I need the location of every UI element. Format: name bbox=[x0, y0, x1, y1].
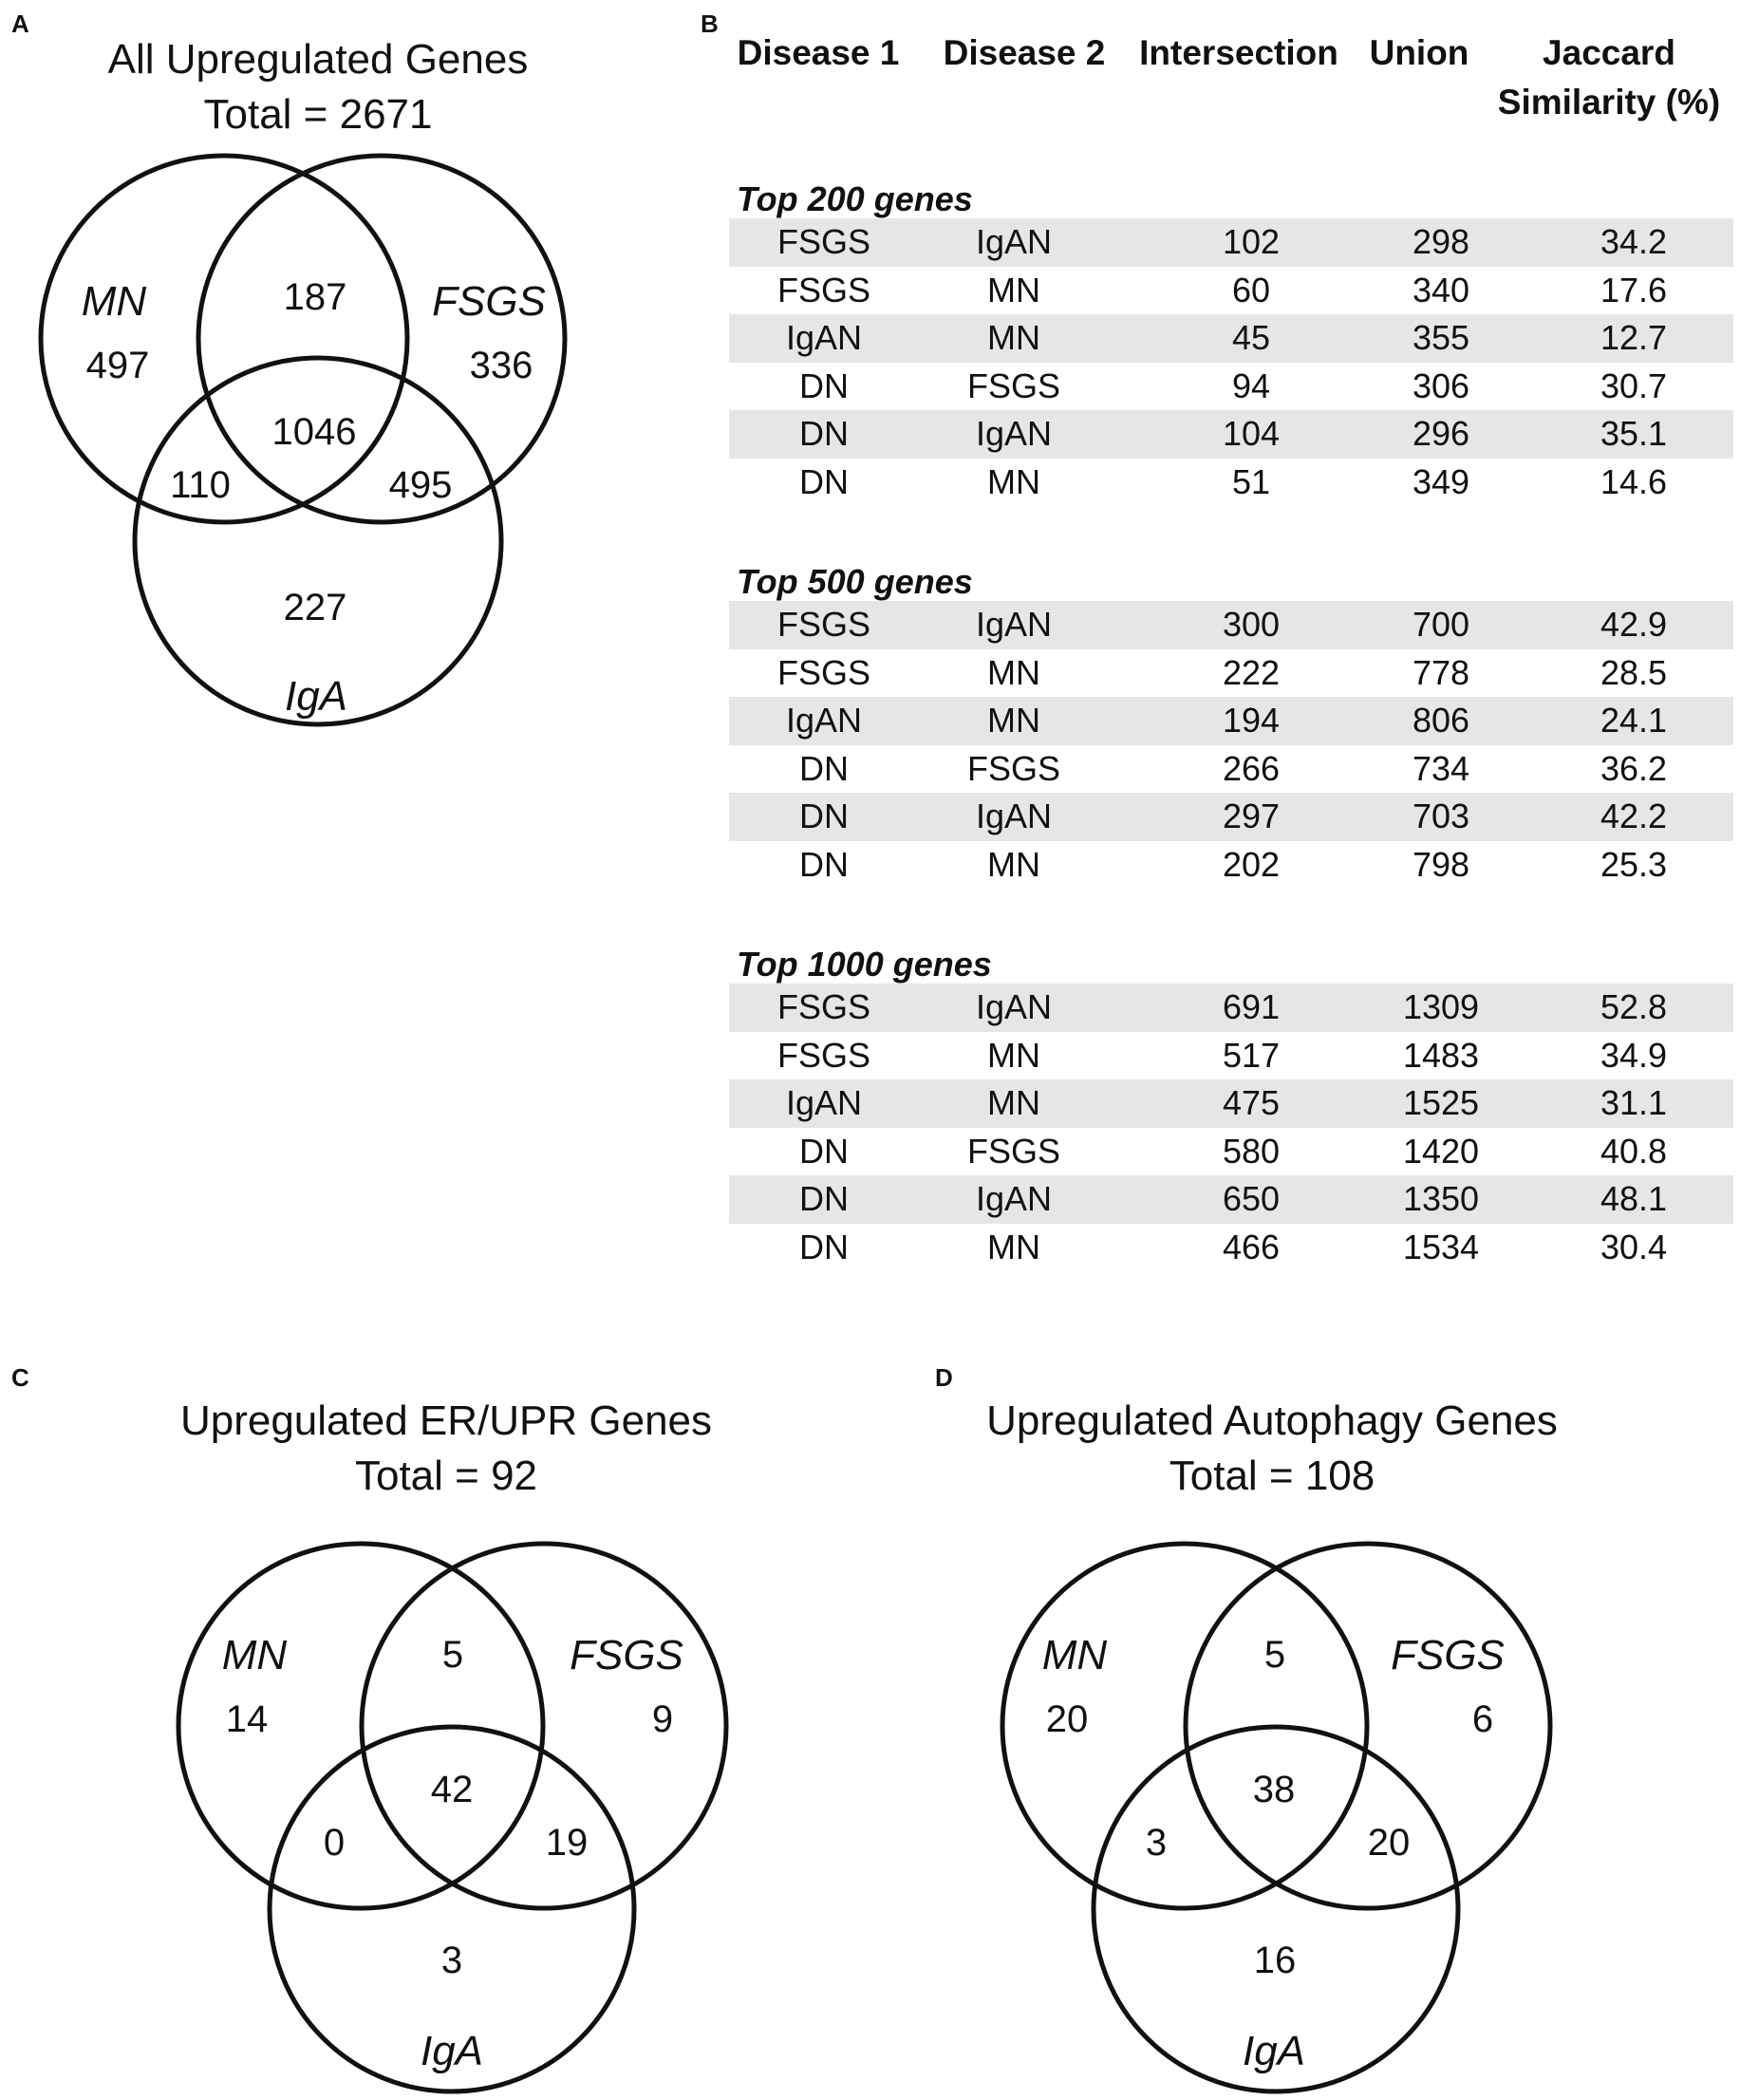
cell-intersection: 51 bbox=[1231, 461, 1271, 501]
cell-intersection: 266 bbox=[1222, 748, 1281, 788]
table-row bbox=[729, 793, 1733, 841]
cell-disease1: DN bbox=[799, 1227, 849, 1266]
cell-intersection: 650 bbox=[1222, 1179, 1281, 1218]
table-row bbox=[729, 218, 1733, 267]
cell-disease1: DN bbox=[799, 748, 849, 788]
venn-a-count-fsgs-only: 336 bbox=[469, 345, 533, 386]
cell-disease1: FSGS bbox=[776, 1035, 870, 1075]
venn-c-count-mn-iga: 0 bbox=[323, 1822, 346, 1864]
cell-disease1: DN bbox=[799, 366, 849, 405]
header-jaccard-line1: Jaccard bbox=[1543, 33, 1675, 72]
cell-disease2: FSGS bbox=[966, 1131, 1060, 1171]
cell-jaccard: 42.9 bbox=[1600, 605, 1668, 644]
venn-d-count-fsgs-only: 6 bbox=[1471, 1698, 1494, 1740]
table-row bbox=[729, 1032, 1733, 1080]
section-title: Top 500 genes bbox=[737, 562, 973, 601]
venn-c-title-line2: Total = 92 bbox=[354, 1453, 538, 1499]
cell-union: 703 bbox=[1412, 797, 1470, 835]
cell-jaccard: 30.4 bbox=[1600, 1227, 1668, 1266]
panel-d-letter: D bbox=[935, 1363, 953, 1392]
cell-union: 734 bbox=[1412, 748, 1470, 788]
cell-disease2: MN bbox=[987, 270, 1040, 309]
cell-intersection: 297 bbox=[1222, 797, 1281, 835]
table-row bbox=[729, 649, 1733, 698]
venn-d-count-mn-fsgs: 5 bbox=[1263, 1634, 1286, 1676]
table-row bbox=[729, 267, 1733, 315]
cell-disease1: FSGS bbox=[776, 222, 870, 261]
table-row bbox=[729, 601, 1733, 649]
venn-d-label-fsgs: FSGS bbox=[1391, 1632, 1505, 1678]
cell-intersection: 300 bbox=[1222, 605, 1281, 644]
cell-jaccard: 24.1 bbox=[1600, 701, 1668, 740]
cell-disease1: IgAN bbox=[785, 318, 863, 357]
cell-disease2: MN bbox=[987, 1227, 1040, 1266]
cell-disease2: IgAN bbox=[975, 414, 1053, 453]
cell-disease2: MN bbox=[987, 318, 1040, 357]
cell-disease1: DN bbox=[799, 1179, 849, 1218]
venn-d-title-line1: Upregulated Autophagy Genes bbox=[986, 1397, 1558, 1444]
cell-intersection: 580 bbox=[1222, 1131, 1281, 1171]
cell-union: 1350 bbox=[1402, 1179, 1480, 1218]
cell-disease2: IgAN bbox=[975, 605, 1053, 644]
cell-union: 806 bbox=[1412, 701, 1470, 740]
cell-disease2: MN bbox=[987, 844, 1040, 884]
cell-union: 1483 bbox=[1402, 1035, 1480, 1075]
venn-c-label-iga: IgA bbox=[420, 2028, 484, 2074]
cell-intersection: 202 bbox=[1222, 844, 1281, 884]
venn-c-text bbox=[222, 1632, 683, 2074]
header-disease2: Disease 2 bbox=[943, 33, 1106, 72]
venn-c-count-all: 42 bbox=[430, 1769, 474, 1810]
cell-disease2: MN bbox=[987, 652, 1040, 692]
venn-d-label-mn: MN bbox=[1041, 1632, 1108, 1678]
cell-jaccard: 48.1 bbox=[1600, 1179, 1668, 1218]
table-row bbox=[729, 984, 1733, 1032]
venn-a-count-mn-only: 497 bbox=[85, 345, 150, 386]
venn-c-count-fsgs-only: 9 bbox=[651, 1698, 674, 1740]
cell-intersection: 222 bbox=[1222, 652, 1281, 692]
cell-jaccard: 31.1 bbox=[1600, 1083, 1668, 1122]
venn-a-count-mn-fsgs: 187 bbox=[283, 276, 347, 318]
cell-disease2: MN bbox=[987, 1083, 1040, 1122]
cell-disease2: MN bbox=[987, 461, 1040, 501]
cell-disease2: FSGS bbox=[966, 366, 1060, 405]
panel-a-letter: A bbox=[11, 9, 29, 38]
header-jaccard-line2: Similarity (%) bbox=[1497, 83, 1721, 122]
cell-jaccard: 30.7 bbox=[1600, 366, 1668, 405]
header-jaccard bbox=[1481, 28, 1737, 127]
venn-c-title-line1: Upregulated ER/UPR Genes bbox=[179, 1397, 713, 1444]
venn-c bbox=[178, 1544, 726, 2091]
cell-jaccard: 40.8 bbox=[1600, 1131, 1668, 1171]
cell-disease2: IgAN bbox=[975, 987, 1053, 1026]
cell-jaccard: 14.6 bbox=[1600, 461, 1668, 501]
venn-a-title-line1: All Upregulated Genes bbox=[107, 36, 529, 83]
cell-disease1: DN bbox=[799, 461, 849, 501]
cell-jaccard: 25.3 bbox=[1600, 844, 1668, 884]
cell-jaccard: 12.7 bbox=[1600, 318, 1668, 357]
cell-intersection: 194 bbox=[1222, 701, 1281, 740]
table-section-top500 bbox=[729, 563, 1733, 889]
cell-union: 355 bbox=[1412, 318, 1470, 357]
cell-union: 798 bbox=[1412, 844, 1470, 884]
venn-d-count-all: 38 bbox=[1252, 1769, 1296, 1810]
section-title: Top 200 genes bbox=[737, 179, 973, 218]
cell-disease1: FSGS bbox=[776, 270, 870, 309]
cell-disease2: IgAN bbox=[975, 222, 1053, 261]
cell-union: 700 bbox=[1412, 605, 1470, 644]
cell-union: 1534 bbox=[1402, 1227, 1480, 1266]
header-disease1: Disease 1 bbox=[737, 33, 900, 72]
cell-intersection: 94 bbox=[1231, 366, 1271, 405]
table-row bbox=[729, 1079, 1733, 1128]
venn-a-label-fsgs: FSGS bbox=[432, 278, 546, 325]
venn-a-circle-fsgs bbox=[198, 156, 565, 522]
cell-disease1: DN bbox=[799, 797, 849, 835]
cell-jaccard: 42.2 bbox=[1600, 797, 1668, 835]
cell-disease1: IgAN bbox=[785, 701, 863, 740]
table-row bbox=[729, 1175, 1733, 1224]
cell-jaccard: 35.1 bbox=[1600, 414, 1668, 453]
venn-d-count-fsgs-iga: 20 bbox=[1367, 1822, 1411, 1864]
venn-a-label-iga: IgA bbox=[284, 673, 348, 720]
cell-intersection: 104 bbox=[1222, 414, 1281, 453]
venn-a-title-line2: Total = 2671 bbox=[203, 91, 433, 138]
venn-d bbox=[1002, 1544, 1550, 2091]
venn-c-count-mn-only: 14 bbox=[225, 1698, 269, 1740]
cell-union: 349 bbox=[1412, 461, 1470, 501]
venn-d-count-mn-iga: 3 bbox=[1145, 1822, 1168, 1864]
table-row bbox=[729, 314, 1733, 363]
table-row bbox=[729, 841, 1733, 890]
cell-intersection: 45 bbox=[1231, 318, 1271, 357]
venn-a-label-mn: MN bbox=[81, 278, 147, 325]
cell-jaccard: 34.9 bbox=[1600, 1035, 1668, 1075]
cell-disease1: FSGS bbox=[776, 652, 870, 692]
panel-b-letter: B bbox=[701, 9, 719, 38]
cell-jaccard: 34.2 bbox=[1600, 222, 1668, 261]
cell-disease2: IgAN bbox=[975, 797, 1053, 835]
cell-intersection: 517 bbox=[1222, 1035, 1281, 1075]
cell-union: 340 bbox=[1412, 270, 1470, 309]
venn-a-count-all: 1046 bbox=[271, 411, 357, 453]
cell-union: 306 bbox=[1412, 366, 1470, 405]
cell-jaccard: 36.2 bbox=[1600, 748, 1668, 788]
cell-union: 298 bbox=[1412, 222, 1470, 261]
cell-disease1: FSGS bbox=[776, 605, 870, 644]
cell-jaccard: 28.5 bbox=[1600, 652, 1668, 692]
section-title: Top 1000 genes bbox=[737, 945, 992, 984]
table-row bbox=[729, 459, 1733, 507]
cell-intersection: 475 bbox=[1222, 1083, 1281, 1122]
header-union: Union bbox=[1369, 33, 1469, 72]
table-row bbox=[729, 1224, 1733, 1272]
cell-jaccard: 17.6 bbox=[1600, 270, 1668, 309]
cell-disease1: DN bbox=[799, 1131, 849, 1171]
cell-disease2: FSGS bbox=[966, 748, 1060, 788]
cell-disease1: DN bbox=[799, 414, 849, 453]
venn-c-label-fsgs: FSGS bbox=[570, 1632, 683, 1678]
cell-union: 1420 bbox=[1402, 1131, 1480, 1171]
venn-a-count-iga-only: 227 bbox=[283, 587, 347, 628]
table-row bbox=[729, 697, 1733, 745]
cell-intersection: 60 bbox=[1231, 270, 1271, 309]
table-section-top1000 bbox=[729, 946, 1733, 1271]
cell-union: 296 bbox=[1412, 414, 1470, 453]
cell-disease1: DN bbox=[799, 844, 849, 884]
venn-d-title-line2: Total = 108 bbox=[1169, 1453, 1375, 1499]
venn-d-count-mn-only: 20 bbox=[1045, 1698, 1089, 1740]
header-intersection: Intersection bbox=[1139, 33, 1338, 72]
cell-union: 778 bbox=[1412, 652, 1470, 692]
panel-c-letter: C bbox=[11, 1363, 29, 1392]
table-row bbox=[729, 363, 1733, 411]
venn-c-label-mn: MN bbox=[221, 1632, 288, 1678]
venn-a-count-fsgs-iga: 495 bbox=[388, 464, 453, 506]
cell-intersection: 102 bbox=[1222, 222, 1281, 261]
table-row bbox=[729, 745, 1733, 794]
cell-disease1: FSGS bbox=[776, 987, 870, 1026]
cell-jaccard: 52.8 bbox=[1600, 987, 1668, 1026]
venn-c-count-mn-fsgs: 5 bbox=[441, 1634, 464, 1676]
table-row bbox=[729, 410, 1733, 459]
venn-c-count-iga-only: 3 bbox=[440, 1940, 463, 1981]
venn-d-count-iga-only: 16 bbox=[1253, 1940, 1297, 1981]
cell-union: 1525 bbox=[1402, 1083, 1480, 1122]
venn-d-label-iga: IgA bbox=[1242, 2028, 1306, 2074]
cell-disease2: IgAN bbox=[975, 1179, 1053, 1218]
cell-intersection: 466 bbox=[1222, 1227, 1281, 1266]
cell-union: 1309 bbox=[1402, 987, 1480, 1026]
cell-intersection: 691 bbox=[1222, 987, 1281, 1026]
table-row bbox=[729, 1128, 1733, 1176]
venn-d-text bbox=[1042, 1632, 1505, 2074]
table-section-top200 bbox=[729, 180, 1733, 506]
venn-c-count-fsgs-iga: 19 bbox=[545, 1822, 589, 1864]
venn-a-count-mn-iga: 110 bbox=[170, 464, 231, 506]
cell-disease2: MN bbox=[987, 701, 1040, 740]
cell-disease1: IgAN bbox=[785, 1083, 863, 1122]
cell-disease2: MN bbox=[987, 1035, 1040, 1075]
